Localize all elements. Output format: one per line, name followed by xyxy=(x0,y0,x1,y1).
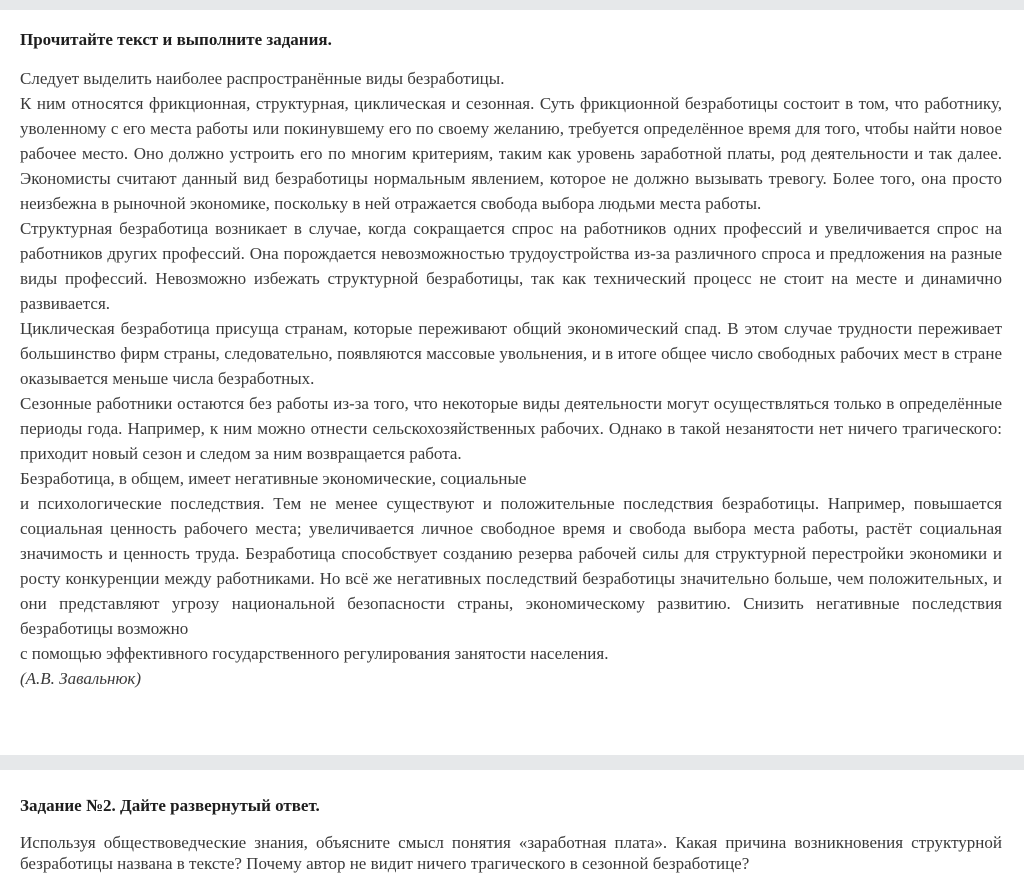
reading-card xyxy=(0,10,1024,755)
task-heading: Задание №2. Дайте развернутый ответ. xyxy=(20,796,320,815)
paragraph-seasonal: Сезонные работники остаются без работы из-за того, что некоторые виды деятельности могут осуществляться только в определённые периоды года. Например, к ним можно отнести сельскохозяйственных рабочих. Однако в такой незанятости нет ничего трагического: приходит новый сезон и следом за ним возвращается работа. xyxy=(20,394,1002,463)
paragraph-consequences-intro: Безработица, в общем, имеет негативные экономические, социальные xyxy=(20,469,527,488)
paragraph-intro: Следует выделить наиболее распространённые виды безработицы. xyxy=(20,69,505,88)
task-question: Используя обществоведческие знания, объясните смысл понятия «заработная плата». Какая причина возникновения структурной безработицы названа в тексте? Почему автор не видит ничего трагического в сезонной безработице? xyxy=(20,833,1002,873)
paragraph-cyclical: Циклическая безработица присуща странам, которые переживают общий экономический спад. В этом случае трудности переживает большинство фирм страны, следовательно, появляются массовые увольнения, и в итоге общее число свободных рабочих мест в стране оказывается меньше числа безработных. xyxy=(20,319,1002,388)
paragraph-regulation: с помощью эффективного государственного регулирования занятости населения. xyxy=(20,644,609,663)
paragraph-structural: Структурная безработица возникает в случае, когда сокращается спрос на работников одних профессий и увеличивается спрос на работников других профессий. Она порождается невозможностью трудоустройства из-за различного спроса и предложения на разные виды профессий. Невозможно избежать структурной безработицы, так как технический процесс не стоит на месте и динамично развивается. xyxy=(20,219,1002,313)
paragraph-consequences: и психологические последствия. Тем не менее существуют и положительные последствия безработицы. Например, повышается социальная ценность рабочего места; увеличивается личное свободное время и свобода выбора места работы, растёт социальная значимость и ценность труда. Безработица способствует созданию резерва рабочей силы для структурной перестройки экономики и росту конкуренции между работниками. Но всё же негативных последствий безработицы значительно больше, чем положительных, и они представляют угрозу национальной безопасности страны, экономическому развитию. Снизить негативные последствия безработицы возможно xyxy=(20,494,1002,638)
reading-heading: Прочитайте текст и выполните задания. xyxy=(20,30,332,49)
paragraph-frictional: К ним относятся фрикционная, структурная, циклическая и сезонная. Суть фрикционной безработицы состоит в том, что работнику, уволенному с его места работы или покинувшему его по своему желанию, требуется определённое время для того, чтобы найти новое рабочее место. Оно должно устроить его по многим критериям, таким как уровень заработной платы, род деятельности и так далее. Экономисты считают данный вид безработицы нормальным явлением, которое не должно вызывать тревогу. Более того, она просто неизбежна в рыночной экономике, поскольку в ней отражается свобода выбора людьми места работы. xyxy=(20,94,1002,213)
section-divider xyxy=(0,755,1024,770)
author-attribution: (А.В. Завальнюк) xyxy=(20,669,142,688)
task-card xyxy=(0,770,1024,895)
top-strip xyxy=(0,0,1024,10)
